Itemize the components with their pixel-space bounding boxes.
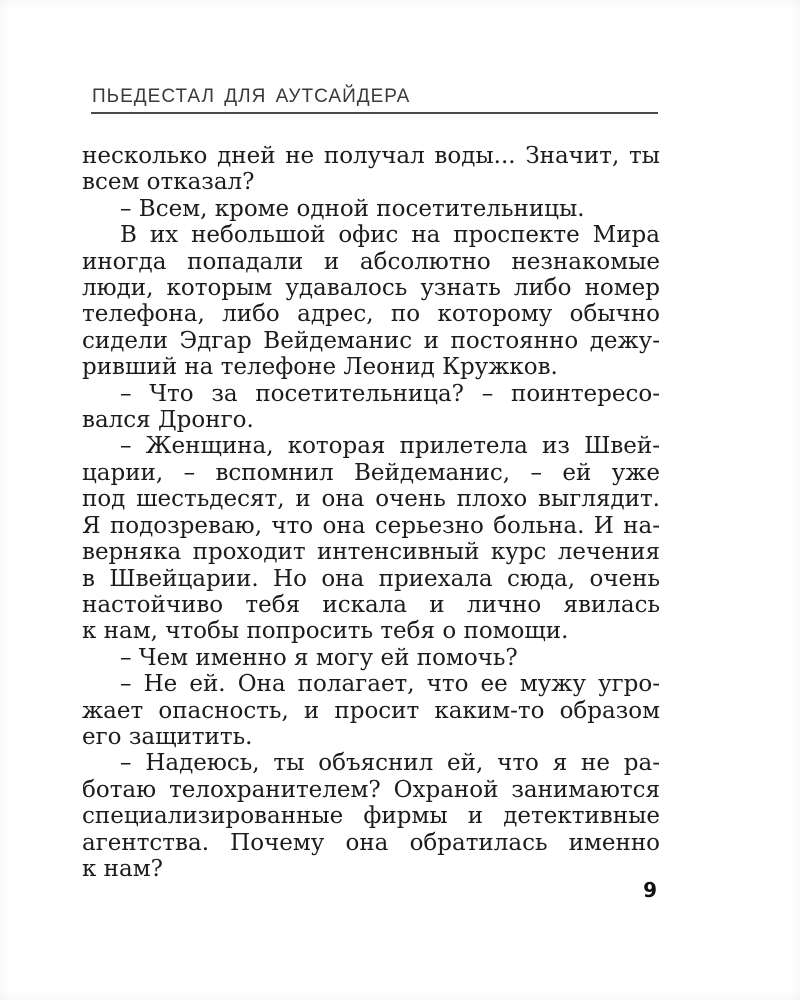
text-line: настойчиво тебя искала и лично явилась xyxy=(82,591,660,618)
text-line: ботаю телохранителем? Охраной занимаются xyxy=(82,776,660,803)
text-line: телефона, либо адрес, по которому обычно xyxy=(82,301,660,328)
text-line: его защитить. xyxy=(82,723,253,750)
page-body xyxy=(82,143,660,882)
text-line: к нам, чтобы попросить тебя о помощи. xyxy=(82,618,569,645)
text-line: – Всем, кроме одной посетительницы. xyxy=(120,195,585,222)
paragraph xyxy=(82,645,660,671)
text-line: – Надеюсь, ты объяснил ей, что я не ра- xyxy=(120,750,660,777)
text-line: сидели Эдгар Вейдеманис и постоянно дежу- xyxy=(82,327,660,354)
running-header: ПЬЕДЕСТАЛ ДЛЯ АУТСАЙДЕРА xyxy=(92,86,411,107)
paragraph xyxy=(82,196,660,222)
text-line: – Что за посетительница? – поинтересо- xyxy=(120,380,660,407)
text-line: всем отказал? xyxy=(82,169,255,196)
text-line: несколько дней не получал воды... Значит, ты xyxy=(82,143,660,169)
text-line: специализированные фирмы и детективные xyxy=(82,803,660,830)
paragraph xyxy=(82,381,660,434)
text-line: агентства. Почему она обратилась именно xyxy=(82,829,660,856)
text-line: под шестьдесят, и она очень плохо выглядит. xyxy=(82,486,660,513)
text-line: вался Дронго. xyxy=(82,407,254,434)
text-line: – Чем именно я могу ей помочь? xyxy=(120,644,518,671)
text-line: иногда попадали и абсолютно незнакомые xyxy=(82,248,660,275)
paragraph xyxy=(82,750,660,882)
text-line: жает опасность, и просит каким-то образом xyxy=(82,697,660,724)
text-line: верняка проходит интенсивный курс лечения xyxy=(82,539,660,566)
paragraph xyxy=(82,222,660,380)
text-line: Я подозреваю, что она серьезно больна. И на- xyxy=(82,512,660,539)
text-line: царии, – вспомнил Вейдеманис, – ей уже xyxy=(82,459,660,486)
text-line: в Швейцарии. Но она приехала сюда, очень xyxy=(82,565,660,592)
paragraph xyxy=(82,671,660,750)
text-line: к нам? xyxy=(82,855,163,882)
text-line: В их небольшой офис на проспекте Мира xyxy=(120,222,660,249)
header-rule xyxy=(91,112,658,114)
text-line: люди, которым удавалось узнать либо номер xyxy=(82,275,660,302)
paragraph xyxy=(82,433,660,644)
paragraph xyxy=(82,143,660,196)
text-line: ривший на телефоне Леонид Кружков. xyxy=(82,354,558,381)
text-line: – Не ей. Она полагает, что ее мужу угро- xyxy=(120,671,660,698)
text-line: – Женщина, которая прилетела из Швей- xyxy=(120,433,660,460)
page-number: 9 xyxy=(643,878,657,902)
